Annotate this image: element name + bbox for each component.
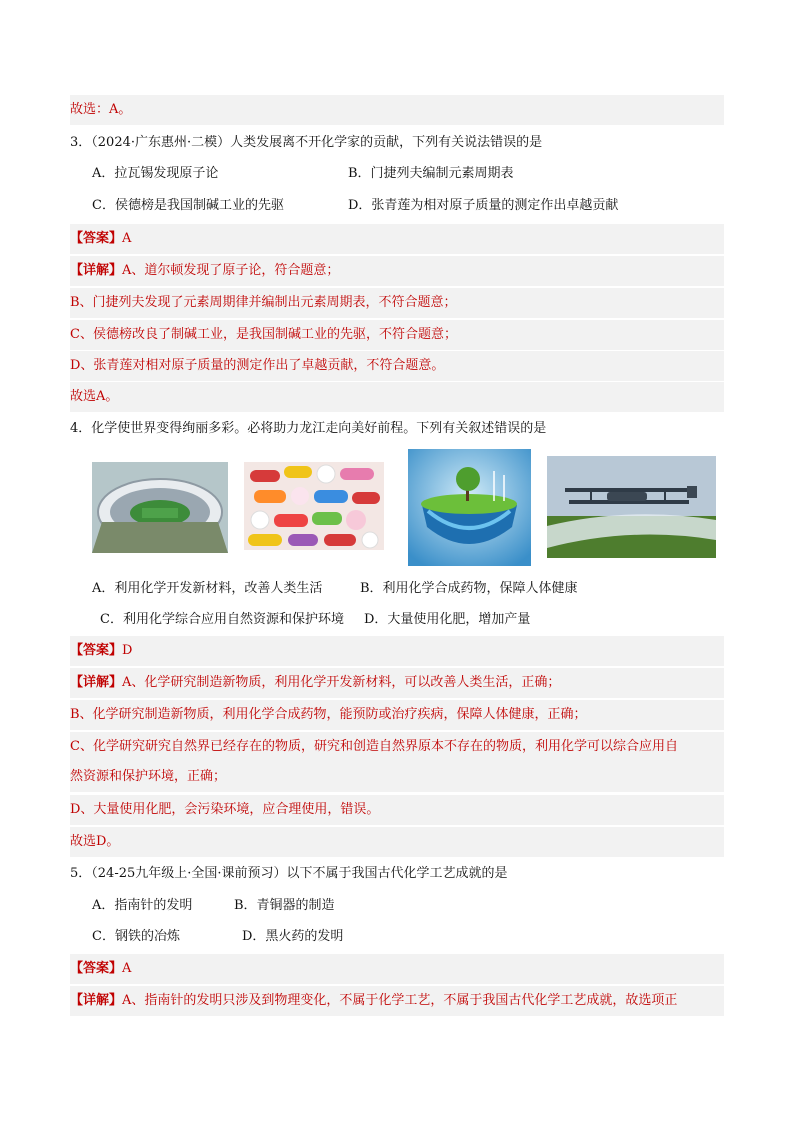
q5-option-a: A．指南针的发明 — [92, 898, 193, 913]
q4-detail-c-line2: 然资源和保护环境，正确； — [70, 762, 724, 792]
q3-option-d: D．张青莲为相对原子质量的测定作出卓越贡献 — [348, 198, 619, 213]
q4-option-d: D．大量使用化肥，增加产量 — [364, 612, 531, 627]
q4-detail-c-line1: C、化学研究研究自然界已经存在的物质，研究和创造自然界原本不存在的物质，利用化学可以综合应用自 — [70, 732, 724, 762]
pills-image — [244, 462, 384, 550]
q5-option-c: C．钢铁的冶炼 — [92, 929, 180, 944]
q5-answer: 【答案】A — [70, 954, 724, 984]
q3-conclusion: 故选A。 — [70, 382, 724, 412]
q3-answer: 【答案】A — [70, 224, 724, 254]
stadium-image — [92, 462, 228, 553]
q4-option-b: B．利用化学合成药物，保障人体健康 — [360, 581, 578, 596]
q4-option-c: C．利用化学综合应用自然资源和保护环境 — [100, 612, 344, 627]
q3-detail-c: C、侯德榜改良了制碱工业，是我国制碱工业的先驱，不符合题意； — [70, 320, 724, 350]
previous-answer-conclusion: 故选：A。 — [70, 95, 724, 125]
question-4-stem: 4．化学使世界变得绚丽多彩。必将助力龙江走向美好前程。下列有关叙述错误的是 — [70, 421, 547, 436]
question-3-stem: 3．（2024·广东惠州·二模）人类发展离不开化学家的贡献，下列有关说法错误的是 — [70, 135, 543, 150]
q5-option-d: D．黑火药的发明 — [242, 929, 344, 944]
q4-answer: 【答案】D — [70, 636, 724, 666]
q3-option-b: B．门捷列夫编制元素周期表 — [348, 166, 514, 181]
q4-detail-b: B、化学研究制造新物质，利用化学合成药物，能预防或治疗疾病，保障人体健康，正确； — [70, 700, 724, 730]
q3-option-c: C．侯德榜是我国制碱工业的先驱 — [92, 198, 284, 213]
globe-tree-image — [408, 449, 531, 566]
q3-detail-b: B、门捷列夫发现了元素周期律并编制出元素周期表，不符合题意； — [70, 288, 724, 318]
q3-detail-a: 【详解】A、道尔顿发现了原子论，符合题意； — [70, 256, 724, 286]
q4-detail-d: D、大量使用化肥，会污染环境，应合理使用，错误。 — [70, 795, 724, 825]
q4-option-a: A．利用化学开发新材料，改善人类生活 — [92, 581, 323, 596]
q3-option-a: A．拉瓦锡发现原子论 — [92, 166, 219, 181]
q4-detail-a: 【详解】A、化学研究制造新物质，利用化学开发新材料，可以改善人类生活，正确； — [70, 668, 724, 698]
q3-detail-d: D、张青莲对相对原子质量的测定作出了卓越贡献，不符合题意。 — [70, 351, 724, 381]
q5-option-b: B．青铜器的制造 — [234, 898, 335, 913]
q4-conclusion: 故选D。 — [70, 827, 724, 857]
question-5-stem: 5．（24-25九年级上·全国·课前预习）以下不属于我国古代化学工艺成就的是 — [70, 866, 508, 881]
q5-detail-a: 【详解】A、指南针的发明只涉及到物理变化，不属于化学工艺，不属于我国古代化学工艺成就，故选项正 — [70, 986, 724, 1016]
crop-duster-image — [547, 456, 716, 558]
